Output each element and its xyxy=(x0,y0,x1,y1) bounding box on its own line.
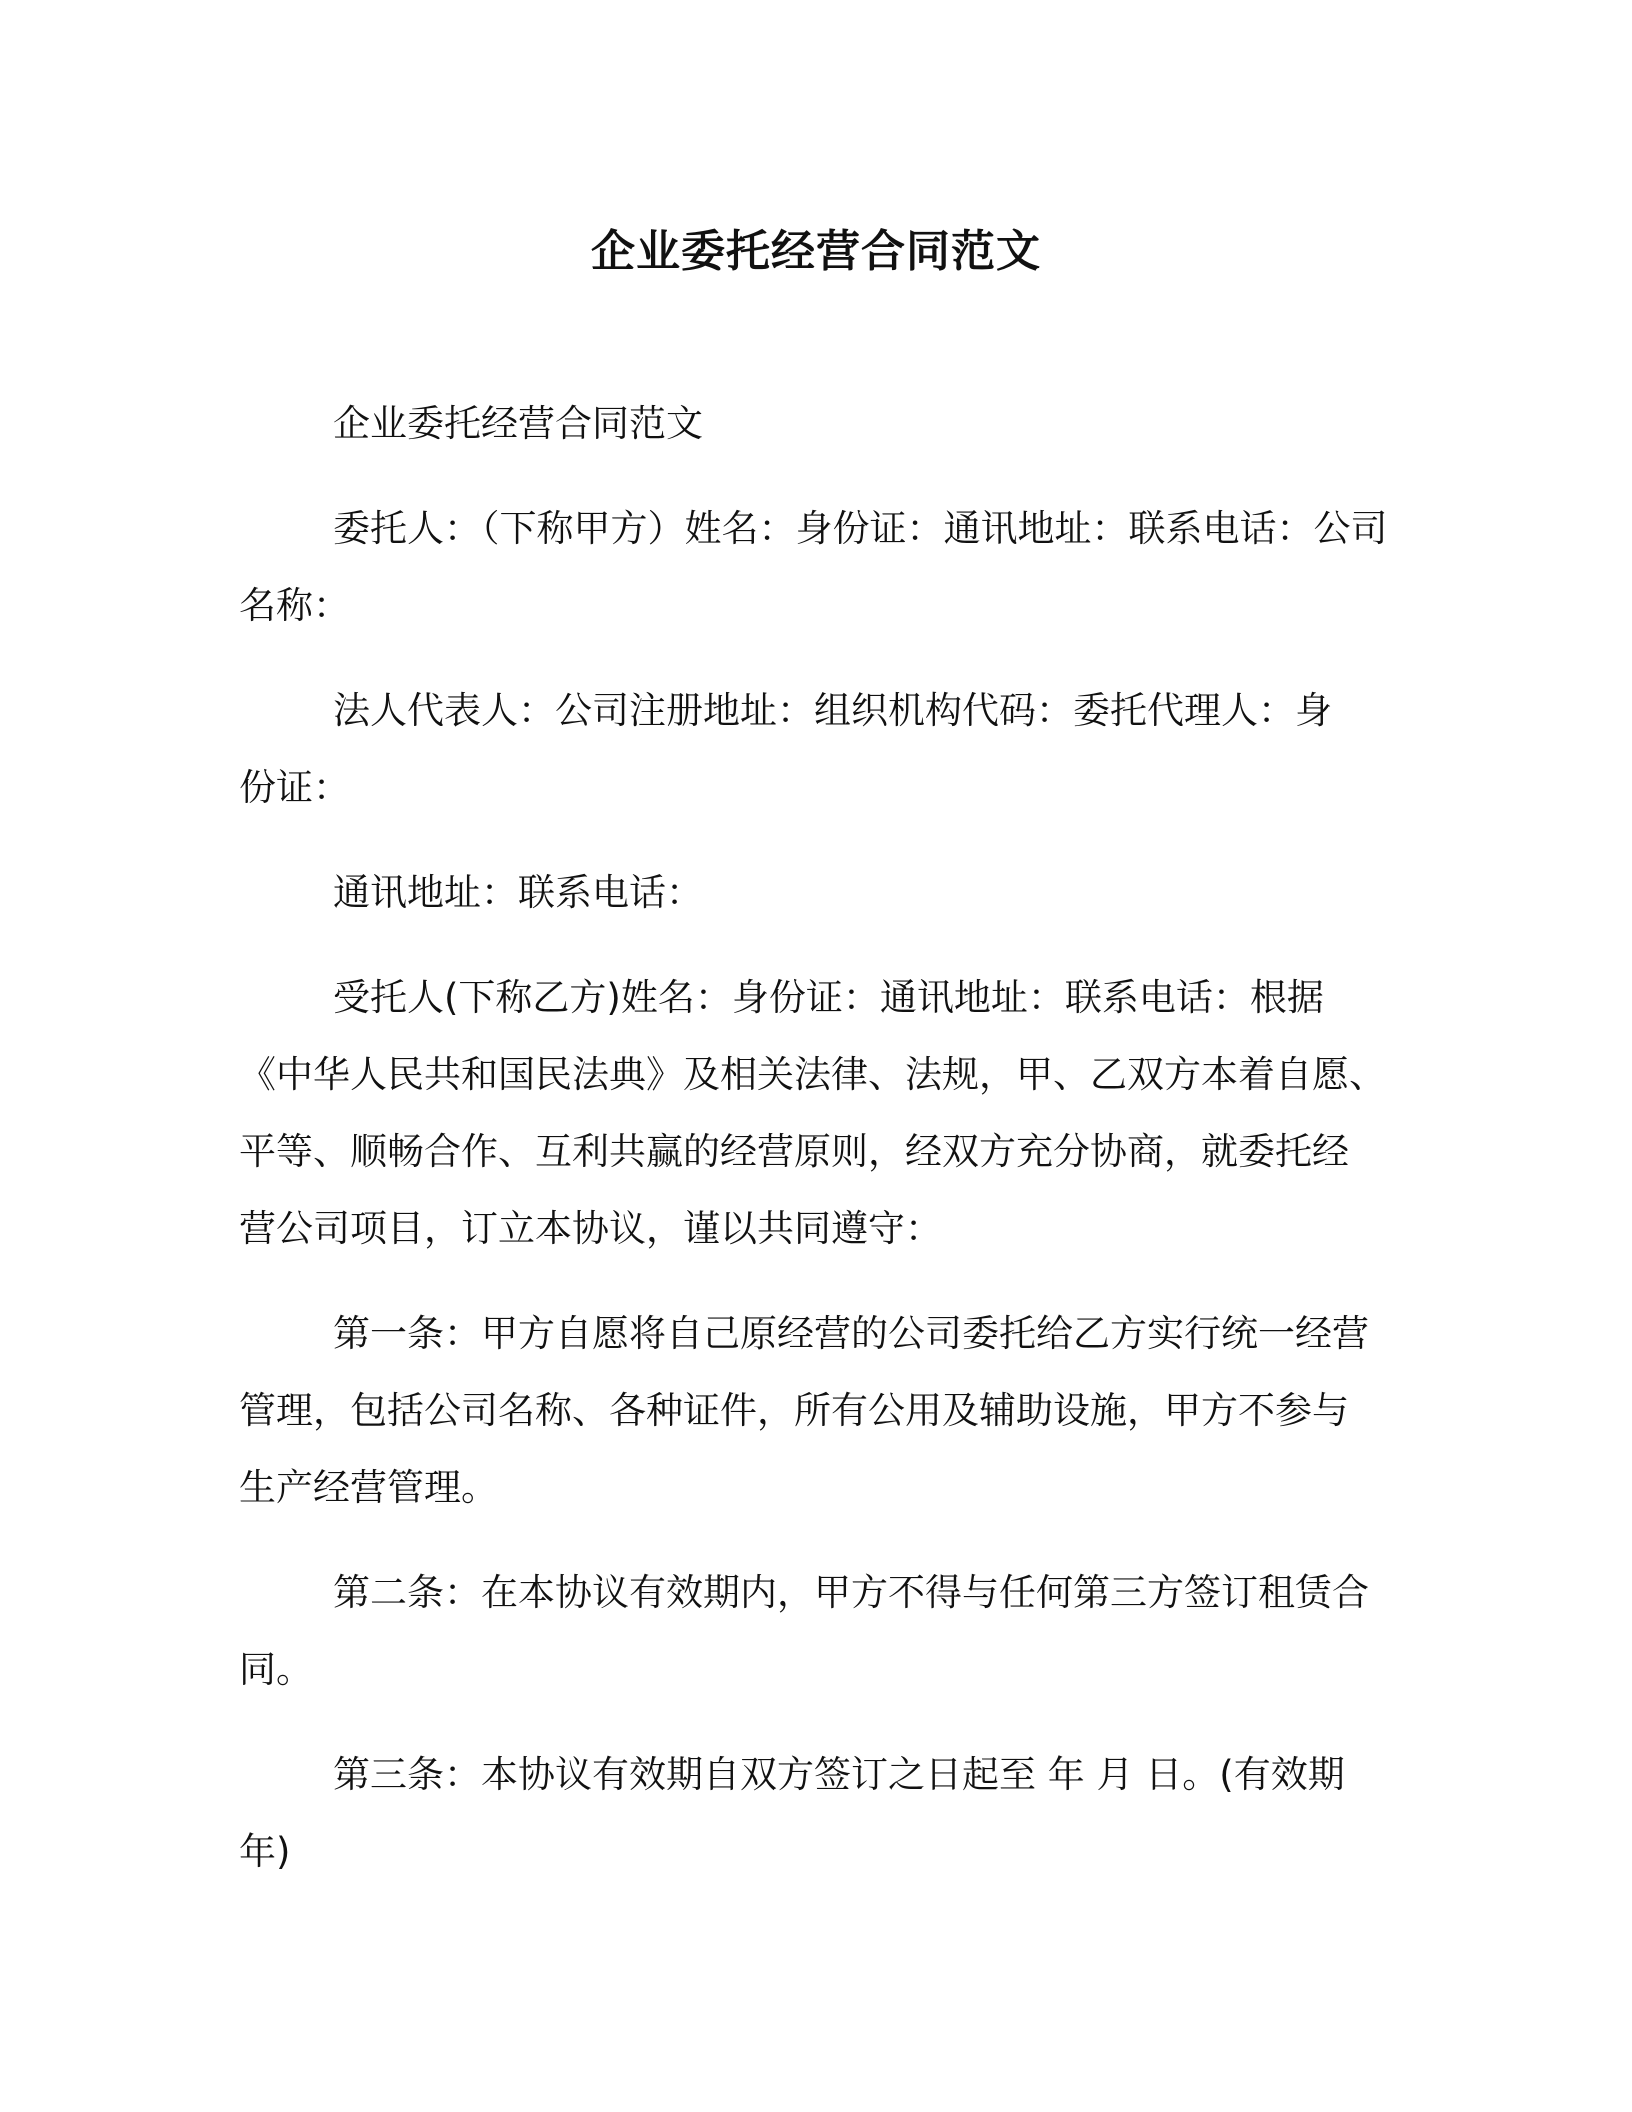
paragraph-principal xyxy=(239,490,1395,644)
paragraph-trustee xyxy=(239,959,1395,1267)
paragraph-contact xyxy=(239,854,1395,931)
document-title: 企业委托经营合同范文 xyxy=(591,226,1041,277)
paragraph-line: 受托人(下称乙方)姓名：身份证：通讯地址：联系电话：根据 xyxy=(333,976,1324,1019)
paragraph-line: 《中华人民共和国民法典》及相关法律、法规，甲、乙双方本着自愿、 xyxy=(239,1053,1386,1096)
paragraph-line: 企业委托经营合同范文 xyxy=(333,402,703,445)
paragraph-line: 第三条：本协议有效期自双方签订之日起至 年 月 日。(有效期 年) xyxy=(239,1753,1345,1873)
paragraph-legal-representative xyxy=(239,672,1395,826)
paragraph-line: 同。 xyxy=(239,1648,313,1691)
paragraph-article-2 xyxy=(239,1554,1395,1708)
paragraph-line: 生产经营管理。 xyxy=(239,1466,498,1509)
paragraph-line: 通讯地址：联系电话： xyxy=(333,871,703,914)
paragraph-line: 营公司项目，订立本协议，谨以共同遵守： xyxy=(239,1207,942,1250)
paragraph-line: 委托人：（下称甲方）姓名：身份证：通讯地址：联系电话：公司 xyxy=(333,507,1388,550)
paragraph-article-1 xyxy=(239,1295,1395,1526)
paragraph-line: 名称： xyxy=(239,584,350,627)
paragraph-heading xyxy=(239,385,1395,462)
paragraph-line: 平等、顺畅合作、互利共赢的经营原则，经双方充分协商，就委托经 xyxy=(239,1130,1349,1173)
paragraph-line: 法人代表人：公司注册地址：组织机构代码：委托代理人：身 xyxy=(333,689,1332,732)
paragraph-line: 管理，包括公司名称、各种证件，所有公用及辅助设施，甲方不参与 xyxy=(239,1389,1349,1432)
paragraph-line: 第二条：在本协议有效期内，甲方不得与任何第三方签订租赁合 xyxy=(333,1571,1369,1614)
paragraph-line: 份证： xyxy=(239,766,350,809)
paragraph-article-3 xyxy=(239,1736,1395,1890)
document-body xyxy=(239,385,1395,1918)
paragraph-line: 第一条：甲方自愿将自己原经营的公司委托给乙方实行统一经营 xyxy=(333,1312,1369,1355)
